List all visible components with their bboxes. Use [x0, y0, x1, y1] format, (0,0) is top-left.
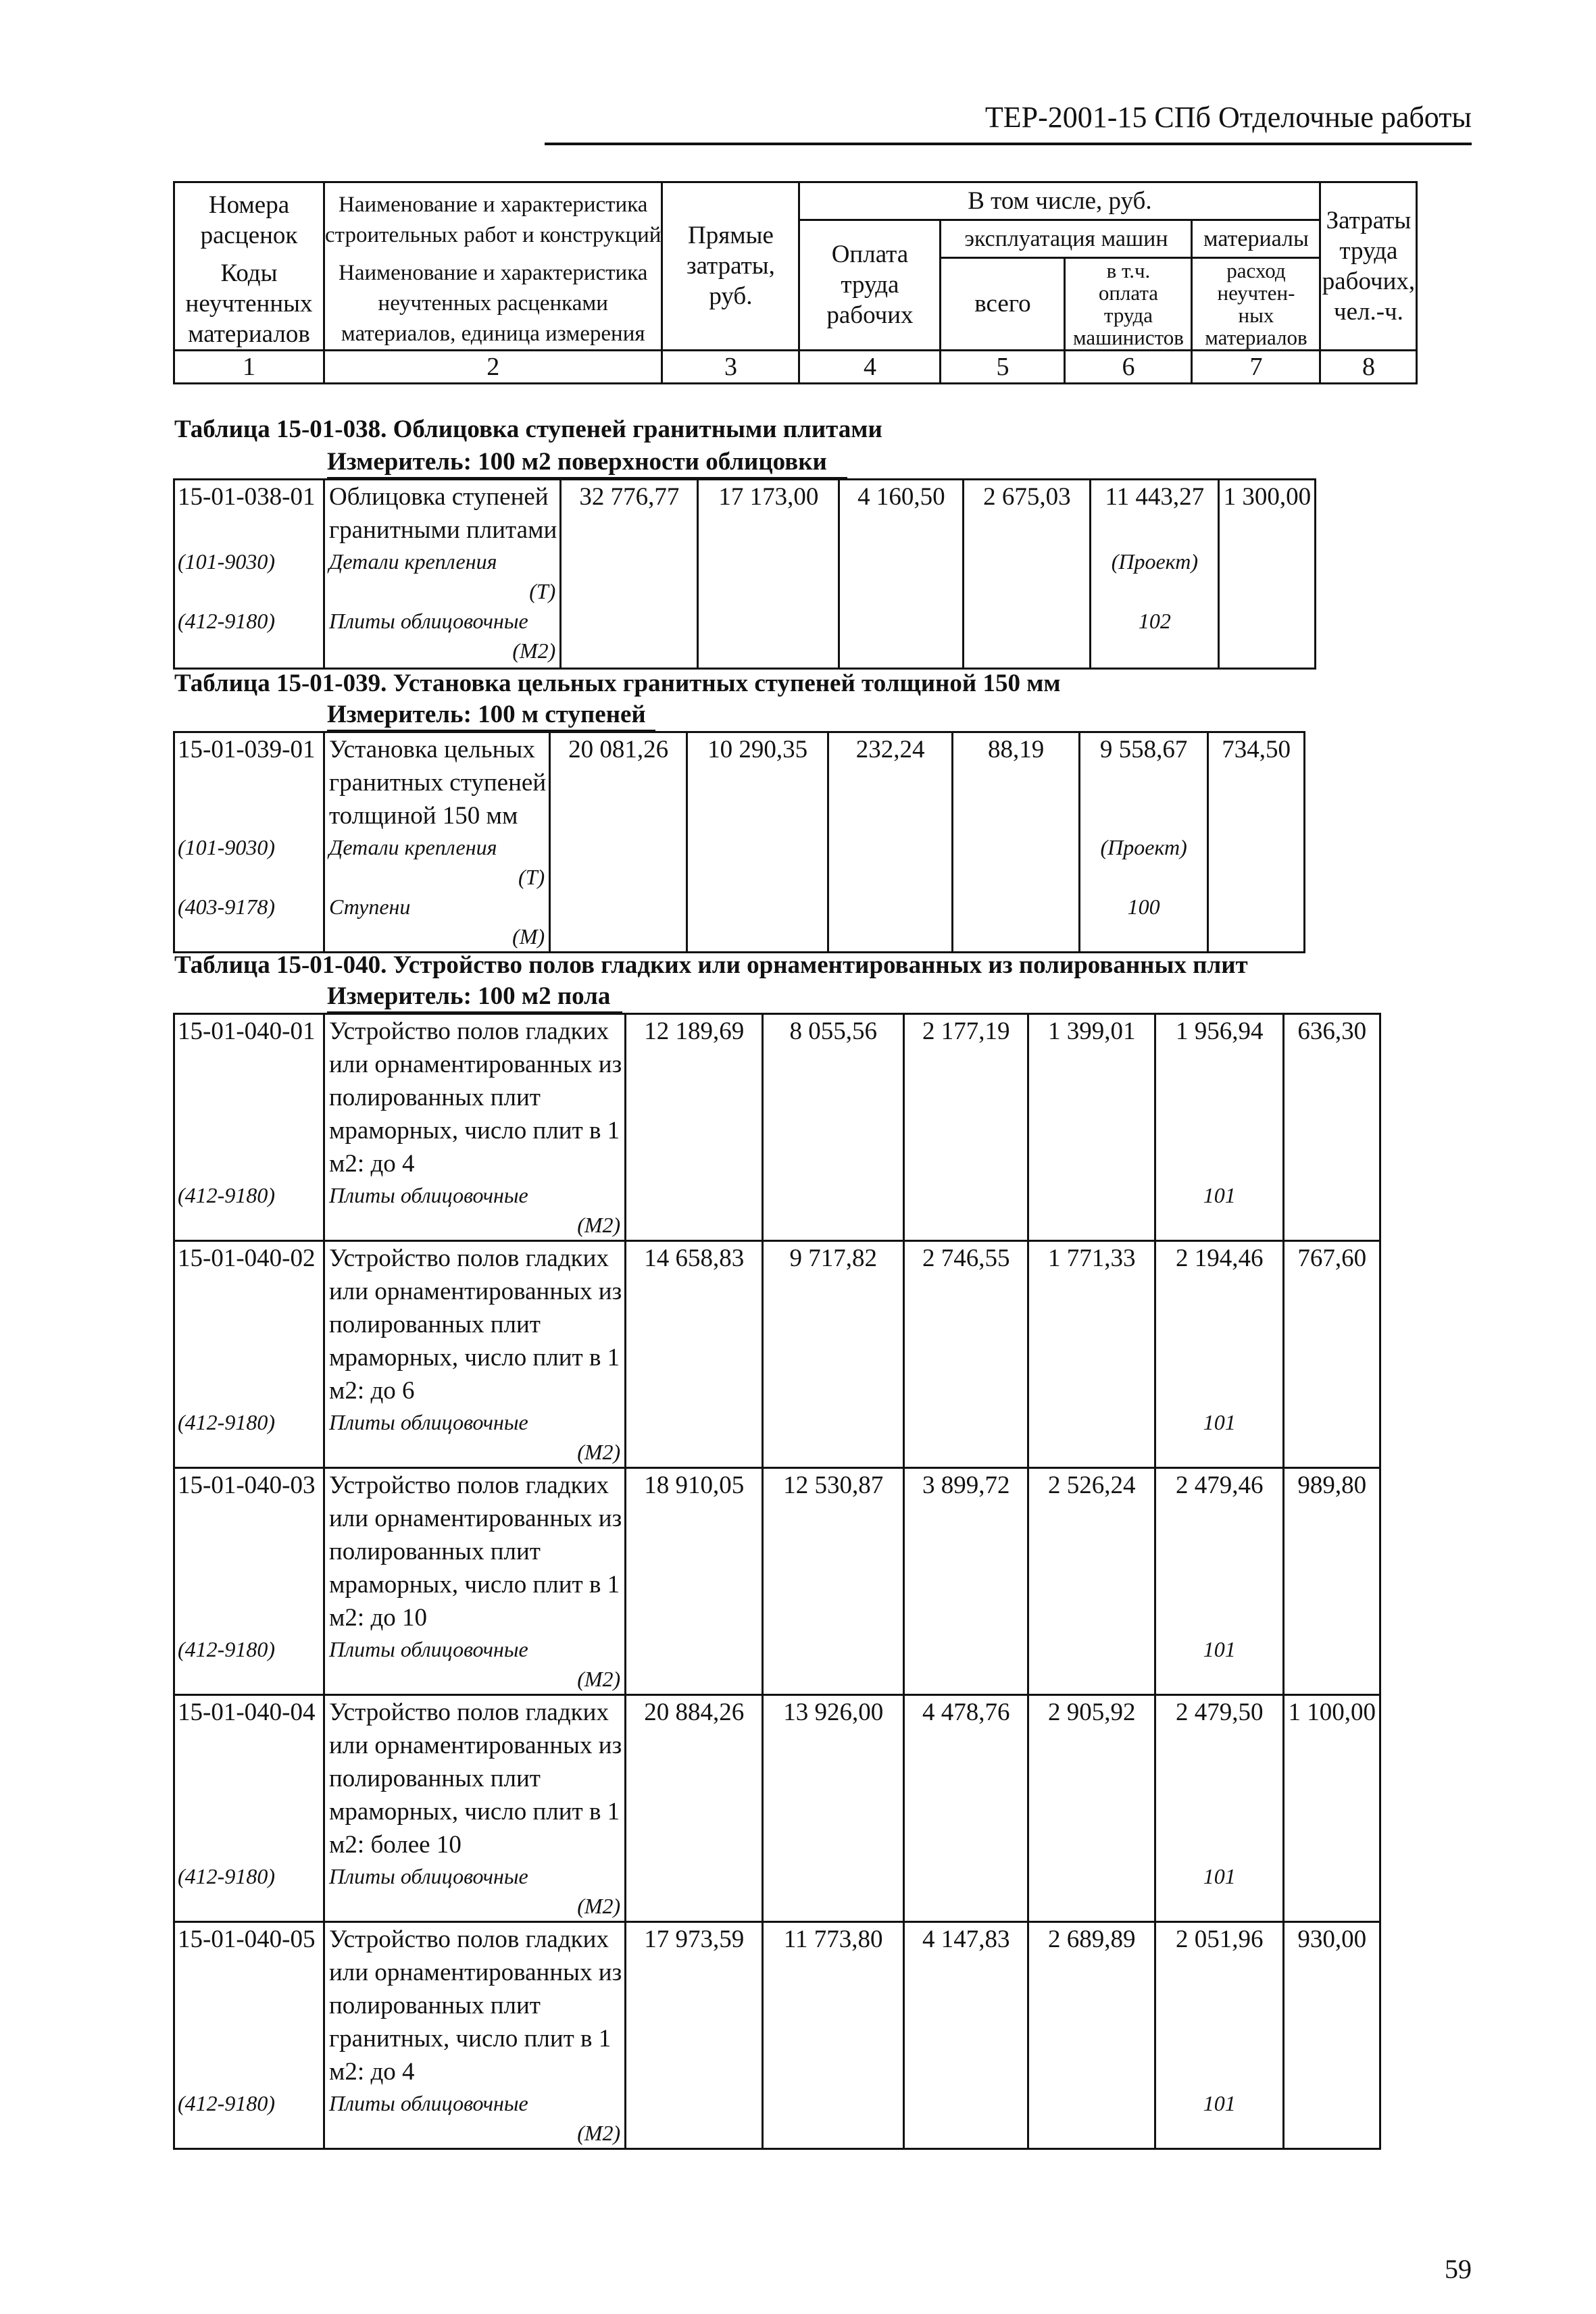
rate-name-line: Установка цельных [329, 736, 535, 763]
labor-pay: 8 055,56 [763, 1014, 904, 1241]
table-row [174, 1468, 1380, 1695]
column-number: 3 [662, 350, 799, 383]
material-unit: (М) [512, 924, 545, 949]
rate-name-line: м2: более 10 [329, 1831, 462, 1859]
rate-name-line: гранитных, число плит в 1 [329, 2025, 612, 2053]
direct-costs: 17 973,59 [626, 1922, 763, 2149]
labor-hours: 767,60 [1284, 1241, 1380, 1468]
rate-name-line: мраморных, число плит в 1 [329, 1117, 620, 1145]
column-number: 8 [1320, 350, 1417, 383]
material-code: (412-9180) [178, 1864, 275, 1888]
direct-costs: 14 658,83 [626, 1241, 763, 1468]
materials-cost: 1 956,94 [1175, 1017, 1264, 1045]
rate-name-cell [324, 480, 561, 669]
materials-cost: 9 558,67 [1099, 736, 1188, 763]
rate-name-line: м2: до 10 [329, 1604, 428, 1632]
direct-costs: 20 081,26 [550, 732, 687, 953]
rate-name-cell [324, 732, 550, 953]
material-qty: 101 [1203, 2091, 1236, 2115]
machinist-pay: 1 771,33 [1028, 1241, 1155, 1468]
header-col6: в т.ч. оплата труда машинистов [1065, 258, 1192, 351]
rate-name-line: полированных плит [329, 1992, 541, 2019]
labor-hours: 636,30 [1284, 1014, 1380, 1241]
materials-cost: 2 051,96 [1175, 1926, 1264, 1953]
material-qty: (Проект) [1100, 835, 1187, 859]
machinist-pay: 2 526,24 [1028, 1468, 1155, 1695]
rate-name-line: м2: до 4 [329, 1150, 415, 1178]
material-unit: (М2) [512, 638, 556, 663]
rate-code-cell [174, 1241, 324, 1468]
machines-total: 232,24 [828, 732, 953, 953]
column-number: 7 [1192, 350, 1320, 383]
machinist-pay: 88,19 [953, 732, 1080, 953]
page-number: 59 [1445, 2254, 1472, 2284]
materials-cost: 2 479,46 [1175, 1472, 1264, 1499]
header-col7: расход неучтен- ных материалов [1192, 258, 1320, 351]
rate-code: 15-01-040-02 [178, 1244, 316, 1272]
materials-cell [1091, 480, 1219, 669]
running-header: ТЕР-2001-15 СПб Отделочные работы [984, 101, 1472, 134]
material-unit: (Т) [529, 579, 556, 603]
table-title: Таблица 15-01-040. Устройство полов гладких или орнаментированных из полированных плит [174, 951, 1248, 979]
material-code: (412-9180) [178, 1637, 275, 1661]
material-unit: (М2) [577, 1440, 621, 1464]
rate-name-cell [324, 1241, 626, 1468]
table-row [174, 1695, 1380, 1922]
materials-cell [1155, 1468, 1284, 1695]
material-code: (101-9030) [178, 835, 275, 859]
rate-name-line: или орнаментированных из [329, 1959, 622, 1986]
materials-cell [1155, 1014, 1284, 1241]
table-row [174, 1014, 1380, 1241]
machines-total: 2 177,19 [904, 1014, 1028, 1241]
header-incl: В том числе, руб. [799, 182, 1320, 220]
material-name: Плиты облицовочные [329, 2091, 528, 2115]
labor-pay: 17 173,00 [698, 480, 839, 669]
table-row [174, 1922, 1380, 2149]
machinist-pay: 2 905,92 [1028, 1695, 1155, 1922]
rate-name-cell [324, 1922, 626, 2149]
labor-hours: 1 100,00 [1284, 1695, 1380, 1922]
materials-cell [1155, 1695, 1284, 1922]
measure-unit: Измеритель: 100 м2 пола [327, 982, 611, 1010]
rate-code: 15-01-040-03 [178, 1472, 316, 1499]
column-number: 6 [1065, 350, 1192, 383]
labor-pay: 13 926,00 [763, 1695, 904, 1922]
material-name: Плиты облицовочные [329, 1864, 528, 1888]
machines-total: 4 160,50 [839, 480, 964, 669]
machines-total: 3 899,72 [904, 1468, 1028, 1695]
material-code: (403-9178) [178, 895, 275, 919]
rate-name-line: мраморных, число плит в 1 [329, 1344, 620, 1372]
material-qty: 101 [1203, 1864, 1236, 1888]
material-unit: (Т) [518, 865, 545, 889]
labor-pay: 11 773,80 [763, 1922, 904, 2149]
rate-code: 15-01-040-05 [178, 1926, 316, 1953]
machines-total: 2 746,55 [904, 1241, 1028, 1468]
rate-name-line: полированных плит [329, 1084, 541, 1111]
rate-name-line: или орнаментированных из [329, 1732, 622, 1759]
rate-name-line: полированных плит [329, 1765, 541, 1792]
rate-name-line: или орнаментированных из [329, 1051, 622, 1078]
direct-costs: 32 776,77 [561, 480, 698, 669]
material-code: (412-9180) [178, 609, 275, 633]
rate-name-line: или орнаментированных из [329, 1278, 622, 1305]
rate-name-cell [324, 1468, 626, 1695]
material-code: (412-9180) [178, 2091, 275, 2115]
material-name: Детали крепления [329, 835, 497, 859]
column-number: 1 [174, 350, 324, 383]
materials-cost: 2 194,46 [1175, 1244, 1264, 1272]
material-name: Плиты облицовочные [329, 1637, 528, 1661]
rate-name-line: или орнаментированных из [329, 1505, 622, 1532]
rate-name-line: гранитных ступеней [329, 769, 547, 797]
material-code: (101-9030) [178, 549, 275, 574]
column-number: 2 [324, 350, 662, 383]
material-name: Плиты облицовочные [329, 1183, 528, 1207]
rate-name-cell [324, 1695, 626, 1922]
table-row [174, 1241, 1380, 1468]
header-col2-top: Наименование и характеристика строительных работ и конструкций [324, 182, 662, 258]
rate-name-line: мраморных, число плит в 1 [329, 1798, 620, 1826]
column-number: 5 [941, 350, 1065, 383]
material-qty: 101 [1203, 1410, 1236, 1434]
material-name: Ступени [329, 895, 411, 919]
rates-table [173, 478, 1316, 670]
rate-name-line: полированных плит [329, 1538, 541, 1565]
rates-table [173, 1013, 1381, 2150]
rate-name-line: Устройство полов гладких [329, 1017, 609, 1045]
direct-costs: 18 910,05 [626, 1468, 763, 1695]
labor-hours: 734,50 [1208, 732, 1305, 953]
rate-name-line: Устройство полов гладких [329, 1244, 609, 1272]
rate-name-line: гранитными плитами [329, 516, 557, 544]
direct-costs: 20 884,26 [626, 1695, 763, 1922]
header-col4: Оплата труда рабочих [799, 220, 941, 351]
material-qty: 100 [1127, 895, 1160, 919]
measure-unit: Измеритель: 100 м ступеней [327, 701, 646, 728]
labor-hours: 930,00 [1284, 1922, 1380, 2149]
material-qty: 101 [1203, 1637, 1236, 1661]
header-rule [545, 143, 1472, 145]
direct-costs: 12 189,69 [626, 1014, 763, 1241]
material-qty: 102 [1138, 609, 1171, 633]
table-row [174, 732, 1305, 953]
material-unit: (М2) [577, 1667, 621, 1691]
machinist-pay: 2 675,03 [964, 480, 1091, 669]
machines-total: 4 147,83 [904, 1922, 1028, 2149]
header-col3: Прямые затраты, руб. [662, 182, 799, 351]
rate-name-line: Устройство полов гладких [329, 1926, 609, 1953]
table-title: Таблица 15-01-039. Установка цельных гранитных ступеней толщиной 150 мм [174, 670, 1061, 697]
rate-name-line: полированных плит [329, 1311, 541, 1338]
materials-cell [1155, 1241, 1284, 1468]
rate-name-line: м2: до 6 [329, 1377, 415, 1405]
material-unit: (М2) [577, 1213, 621, 1237]
labor-pay: 12 530,87 [763, 1468, 904, 1695]
rate-name-line: толщиной 150 мм [329, 802, 518, 830]
header-col1-bottom: Коды неучтенных материалов [174, 258, 324, 351]
rate-name-line: м2: до 4 [329, 2058, 415, 2086]
rate-name-line: Облицовка ступеней [329, 483, 549, 511]
rate-code: 15-01-038-01 [178, 483, 316, 511]
materials-cell [1155, 1922, 1284, 2149]
rates-table [173, 731, 1305, 953]
rate-name-line: мраморных, число плит в 1 [329, 1571, 620, 1599]
header-col2-bottom: Наименование и характеристика неучтенных расценками материалов, единица измерения [324, 258, 662, 351]
material-name: Плиты облицовочные [329, 1410, 528, 1434]
table-row [174, 480, 1316, 669]
rate-code: 15-01-039-01 [178, 736, 316, 763]
rate-code-cell [174, 1922, 324, 2149]
labor-hours: 1 300,00 [1219, 480, 1316, 669]
materials-cost: 11 443,27 [1105, 483, 1205, 511]
column-number: 4 [799, 350, 941, 383]
rate-code-cell [174, 1695, 324, 1922]
column-header-table [173, 181, 1418, 384]
machinist-pay: 1 399,01 [1028, 1014, 1155, 1241]
labor-hours: 989,80 [1284, 1468, 1380, 1695]
material-unit: (М2) [577, 2121, 621, 2145]
rate-code: 15-01-040-04 [178, 1699, 316, 1726]
rate-name-cell [324, 1014, 626, 1241]
rate-code-cell [174, 1014, 324, 1241]
header-machines: эксплуатация машин [941, 220, 1192, 258]
rate-code-cell [174, 480, 324, 669]
rate-code-cell [174, 1468, 324, 1695]
material-code: (412-9180) [178, 1410, 275, 1434]
table-title: Таблица 15-01-038. Облицовка ступеней гранитными плитами [174, 416, 882, 443]
header-col1-top: Номера расценок [174, 182, 324, 258]
rate-code-cell [174, 732, 324, 953]
materials-cell [1080, 732, 1208, 953]
material-unit: (М2) [577, 1894, 621, 1918]
machinist-pay: 2 689,89 [1028, 1922, 1155, 2149]
material-qty: 101 [1203, 1183, 1236, 1207]
header-col5: всего [941, 258, 1065, 351]
labor-pay: 9 717,82 [763, 1241, 904, 1468]
material-code: (412-9180) [178, 1183, 275, 1207]
measure-unit: Измеритель: 100 м2 поверхности облицовки [327, 448, 827, 476]
rate-name-line: Устройство полов гладких [329, 1472, 609, 1499]
rate-name-line: Устройство полов гладких [329, 1699, 609, 1726]
material-name: Детали крепления [329, 549, 497, 574]
materials-cost: 2 479,50 [1175, 1699, 1264, 1726]
labor-pay: 10 290,35 [687, 732, 828, 953]
material-name: Плиты облицовочные [329, 609, 528, 633]
header-col8: Затраты труда рабочих, чел.-ч. [1320, 182, 1417, 351]
machines-total: 4 478,76 [904, 1695, 1028, 1922]
header-materials: материалы [1192, 220, 1320, 258]
rate-code: 15-01-040-01 [178, 1017, 316, 1045]
material-qty: (Проект) [1111, 549, 1198, 574]
